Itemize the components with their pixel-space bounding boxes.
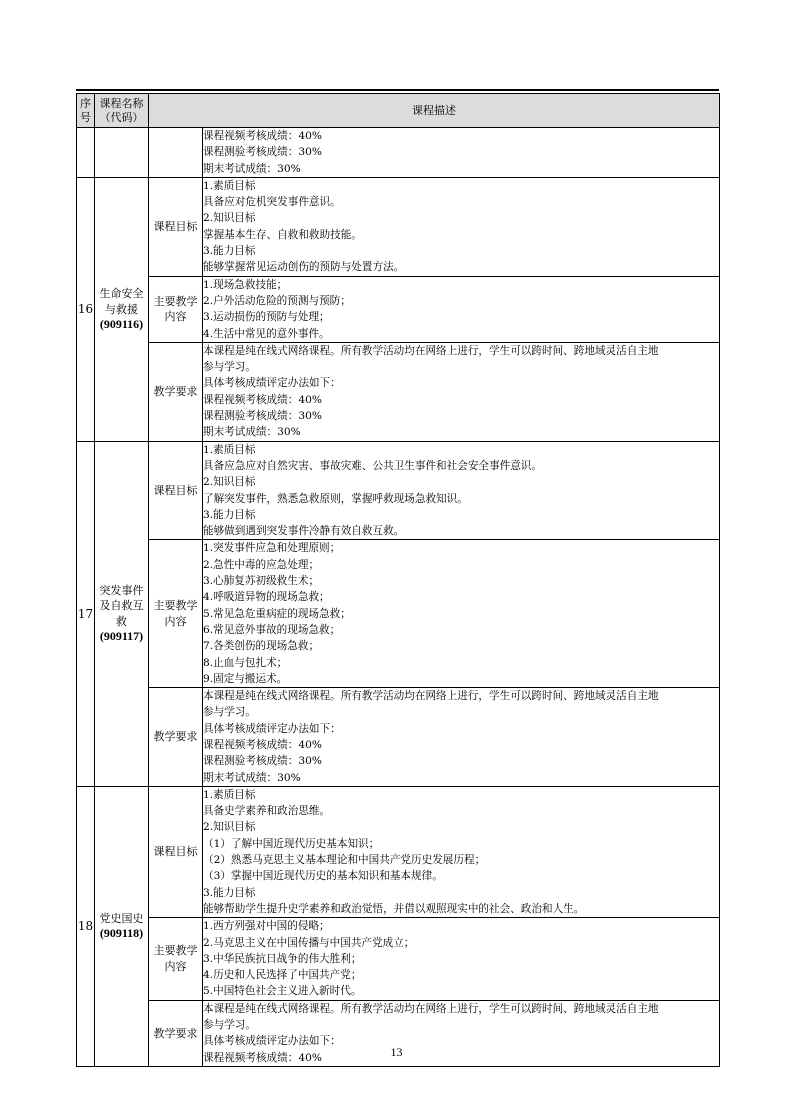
continuation-description [203, 128, 720, 178]
description-line: 5.中国特色社会主义进入新时代。 [203, 985, 362, 998]
description-line: 3.能力目标 [203, 245, 256, 258]
section-label [149, 276, 203, 342]
header-description: 课程描述 [149, 94, 720, 128]
description-line: 参与学习。 [203, 1019, 256, 1032]
course-name-line: 及自救互 [99, 599, 144, 613]
course-name-line: 救 [116, 614, 127, 628]
section-label-line: 课程目标 [153, 220, 198, 234]
course-name [95, 441, 149, 786]
description-line: 3.中华民族抗日战争的伟大胜利； [203, 952, 362, 965]
description-line: 课程视频考核成绩：40% [203, 393, 322, 406]
section-label-line: 主要教学 [153, 294, 198, 308]
course-section-row [77, 786, 720, 917]
continuation-row [77, 128, 720, 178]
course-code: (909116) [99, 317, 144, 332]
section-label-line: 教学要求 [153, 1026, 198, 1040]
course-section-row [77, 918, 720, 1000]
course-code: (909117) [99, 629, 144, 644]
section-label [149, 688, 203, 787]
description-line: 具备应对危机突发事件意识。 [203, 196, 341, 209]
description-line: 课程测验考核成绩：30% [203, 755, 322, 768]
course-section-row [77, 688, 720, 787]
section-label [149, 342, 203, 441]
section-label [149, 786, 203, 917]
section-label [149, 918, 203, 1000]
description-line: 本课程是纯在线式网络课程。所有教学活动均在网络上进行，学生可以跨时间、跨地域灵活自主地 [203, 690, 659, 703]
description-line: 1.素质目标 [203, 179, 256, 192]
section-label-line: 内容 [164, 310, 187, 324]
description-line: 具备史学素养和政治思维。 [203, 805, 331, 818]
section-description [203, 540, 720, 688]
description-line: 3.运动损伤的预防与处理； [203, 311, 330, 324]
description-line: 1.突发事件应急和处理原则； [203, 542, 341, 555]
description-line: 2.知识目标 [203, 476, 256, 489]
course-table [76, 93, 720, 1067]
course-name [95, 786, 149, 1066]
description-line: （2）熟悉马克思主义基本理论和中国共产党历史发展历程； [203, 854, 486, 867]
section-description [203, 441, 720, 540]
section-label-line: 课程目标 [153, 845, 198, 859]
description-line: 5.常见急危重病症的现场急救； [203, 607, 351, 620]
section-label [149, 177, 203, 276]
section-description [203, 786, 720, 917]
course-number: 17 [77, 441, 95, 786]
section-label-line: 教学要求 [153, 730, 198, 744]
description-line: 2.急性中毒的应急处理； [203, 558, 320, 571]
description-line: 了解突发事件，熟悉急救原则，掌握呼救现场急救知识。 [203, 492, 468, 505]
course-section-row [77, 342, 720, 441]
course-name-line: 党史国史 [99, 911, 144, 925]
course-name-line: 与救援 [105, 302, 138, 316]
description-line: 课程测验考核成绩：30% [203, 410, 322, 423]
section-description [203, 918, 720, 1000]
description-line: 能够帮助学生提升史学素养和政治觉悟，并借以观照现实中的社会、政治和人生。 [203, 902, 585, 915]
section-label [149, 441, 203, 540]
section-label-line: 内容 [164, 614, 187, 628]
description-line: 具体考核成绩评定办法如下： [203, 1035, 341, 1048]
description-line: 课程测验考核成绩：30% [203, 146, 322, 159]
description-line: 本课程是纯在线式网络课程。所有教学活动均在网络上进行，学生可以跨时间、跨地域灵活自主地 [203, 344, 659, 357]
course-number: 18 [77, 786, 95, 1066]
description-line: 课程视频考核成绩：40% [203, 1051, 322, 1064]
description-line: 课程视频考核成绩：40% [203, 738, 322, 751]
description-line: 掌握基本生存、自救和救助技能。 [203, 228, 362, 241]
description-line: 4.呼吸道异物的现场急救； [203, 591, 330, 604]
description-line: 2.马克思主义在中国传播与中国共产党成立； [203, 936, 415, 949]
description-line: 2.户外活动危险的预测与预防； [203, 294, 351, 307]
course-name-line: 生命安全 [99, 287, 144, 301]
description-line: 1.西方列强对中国的侵略； [203, 920, 330, 933]
cont-name-cell [95, 128, 149, 178]
course-section-row [77, 177, 720, 276]
description-line: 3.能力目标 [203, 508, 256, 521]
course-section-row [77, 540, 720, 688]
description-line: 1.素质目标 [203, 443, 256, 456]
description-line: 4.历史和人民选择了中国共产党； [203, 969, 362, 982]
description-line: 8.止血与包扎术； [203, 656, 288, 669]
section-label-line: 主要教学 [153, 944, 198, 958]
description-line: 能够做到遇到突发事件冷静有效自救互救。 [203, 525, 405, 538]
description-line: 具体考核成绩评定办法如下： [203, 722, 341, 735]
description-line: 4.生活中常见的意外事件。 [203, 327, 330, 340]
description-line: 3.能力目标 [203, 886, 256, 899]
description-line: 2.知识目标 [203, 821, 256, 834]
course-section-row [77, 276, 720, 342]
description-line: 期末考试成绩：30% [203, 426, 301, 439]
description-line: 课程视频考核成绩：40% [203, 130, 322, 142]
description-line: 参与学习。 [203, 706, 256, 719]
section-label-line: 主要教学 [153, 599, 198, 613]
cont-label-cell [149, 128, 203, 178]
description-line: 具备应急应对自然灾害、事故灾难、公共卫生事件和社会安全事件意识。 [203, 459, 542, 472]
section-description [203, 177, 720, 276]
section-label-line: 教学要求 [153, 385, 198, 398]
description-line: 本课程是纯在线式网络课程。所有教学活动均在网络上进行，学生可以跨时间、跨地域灵活自主地 [203, 1002, 659, 1015]
course-name [95, 177, 149, 441]
description-line: 期末考试成绩：30% [203, 771, 301, 784]
description-line: 1.现场急救技能； [203, 278, 288, 291]
description-line: 1.素质目标 [203, 788, 256, 801]
course-code: (909118) [99, 926, 144, 941]
description-line: 具体考核成绩评定办法如下： [203, 377, 341, 390]
section-label [149, 540, 203, 688]
course-name-line: 突发事件 [99, 583, 144, 597]
section-description [203, 342, 720, 441]
description-line: 9.固定与搬运术。 [203, 672, 288, 685]
description-line: （1）了解中国近现代历史基本知识； [203, 837, 380, 850]
description-line: 7.各类创伤的现场急救； [203, 640, 320, 653]
section-label-line: 课程目标 [153, 483, 198, 497]
page-number: 13 [390, 1045, 403, 1059]
description-line: 6.常见意外事故的现场急救； [203, 623, 341, 636]
header-name: 课程名称 （代码） [95, 94, 149, 128]
course-number: 16 [77, 177, 95, 441]
description-line: 期末考试成绩：30% [203, 162, 301, 175]
description-line: 参与学习。 [203, 361, 256, 374]
header-no: 序 号 [77, 94, 95, 128]
description-line: 2.知识目标 [203, 212, 256, 225]
description-line: 3.心肺复苏初级救生术； [203, 575, 320, 588]
section-label-line: 内容 [164, 959, 187, 973]
cont-no-cell [77, 128, 95, 178]
course-section-row [77, 441, 720, 540]
description-line: （3）掌握中国近现代历史的基本知识和基本规律。 [203, 870, 443, 883]
section-description [203, 276, 720, 342]
description-line: 能够掌握常见运动创伤的预防与处置方法。 [203, 261, 405, 274]
section-description [203, 688, 720, 787]
table-top-rule [76, 89, 719, 91]
table-header [77, 94, 720, 128]
